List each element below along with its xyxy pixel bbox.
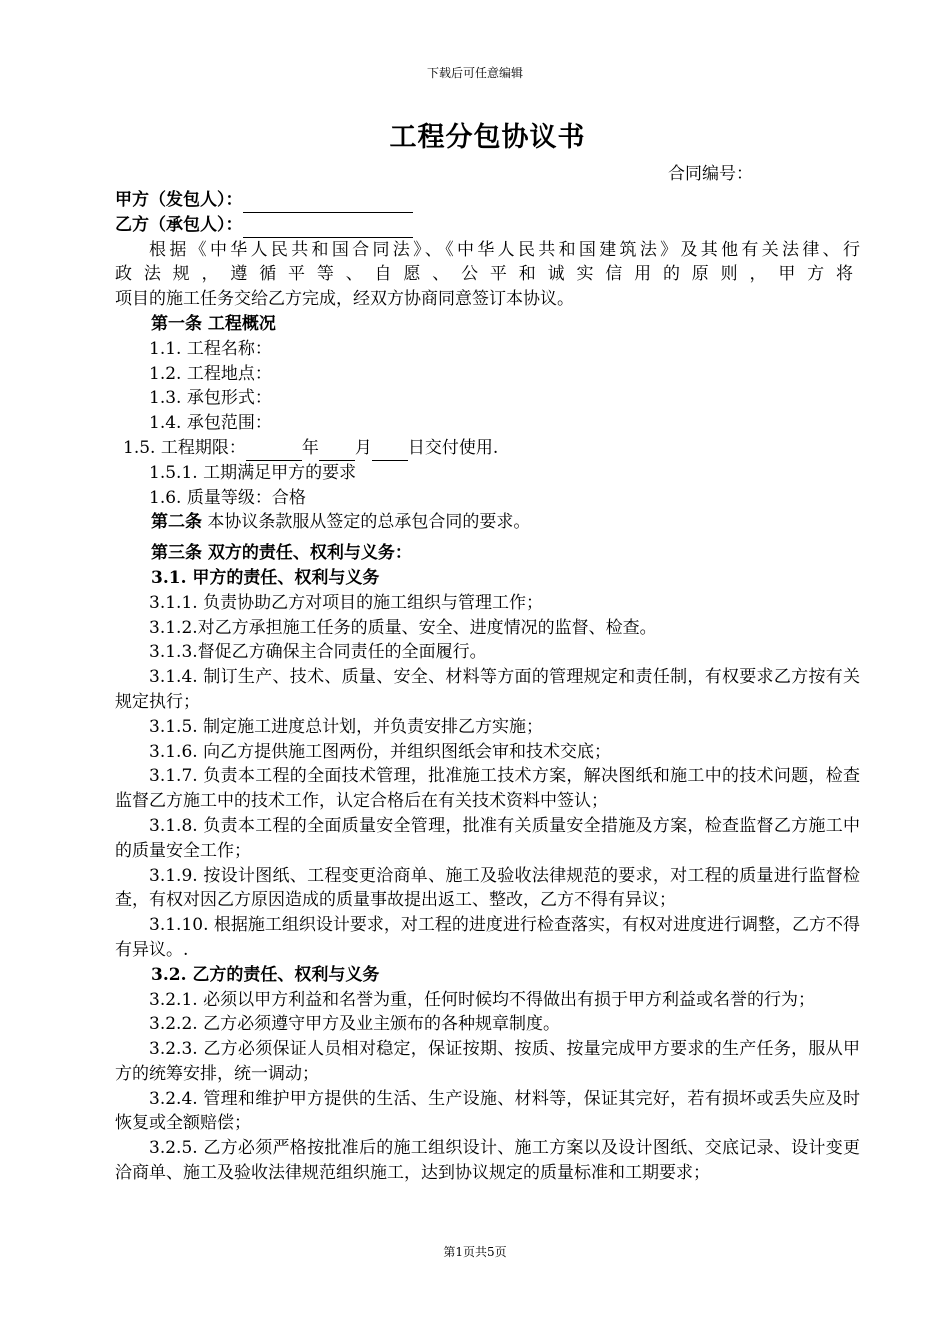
period-year-blank[interactable]: [246, 442, 302, 461]
article-1-item-3: 1.3. 承包形式：: [149, 388, 272, 409]
item-3-1-6: 3.1.6. 向乙方提供施工图两份，并组织图纸会审和技术交底；: [149, 741, 612, 762]
item-3-1-3: 3.1.3.督促乙方确保主合同责任的全面履行。: [149, 642, 487, 663]
item-3-1-4: 3.1.4. 制订生产、技术、质量、安全、材料等方面的管理规定和责任制，有权要求乙方按有关规定执行；: [115, 667, 860, 712]
item-3-1-10: 3.1.10. 根据施工组织设计要求，对工程的进度进行检查落实，有权对进度进行调整，乙方不得有异议。.: [115, 915, 860, 960]
intro-line-3: 项目的施工任务交给乙方完成，经双方协商同意签订本协议。: [115, 289, 574, 310]
intro-line-2: 政法规，遵循平等、自愿、公平和诚实信用的原则，甲方将: [115, 264, 860, 285]
party-b-row: [115, 213, 860, 238]
party-b-label: 乙方（承包人）：: [115, 214, 243, 235]
period-month-blank[interactable]: [319, 442, 355, 461]
article-1-item-1-5-1: 1.5.1. 工期满足甲方的要求: [149, 462, 357, 483]
item-3-2-5: 3.2.5. 乙方必须严格按批准后的施工组织设计、施工方案以及设计图纸、交底记录、设计变更洽商单、施工及验收法律规范组织施工，达到协议规定的质量标准和工期要求；: [115, 1138, 860, 1184]
item-3-1-9: 3.1.9. 按设计图纸、工程变更洽商单、施工及验收法律规范的要求，对工程的质量进行监督检查，有权对因乙方原因造成的质量事故提出返工、整改，乙方不得有异议；: [115, 865, 860, 911]
item-3-1-1: 3.1.1. 负责协助乙方对项目的施工组织与管理工作；: [149, 592, 544, 613]
article-1-item-1: 1.1. 工程名称：: [149, 338, 272, 359]
item-3-2-3: 3.2.3. 乙方必须保证人员相对稳定，保证按期、按质、按量完成甲方要求的生产任务，服从甲方的统筹安排，统一调动；: [115, 1039, 860, 1084]
item-3-1-7: 3.1.7. 负责本工程的全面技术管理，批准施工技术方案，解决图纸和施工中的技术问题，检查监督乙方施工中的技术工作，认定合格后在有关技术资料中签认；: [115, 766, 860, 812]
article-2-text: 本协议条款服从签定的总承包合同的要求。: [202, 512, 531, 533]
period-year-label: 年: [301, 437, 319, 458]
article-1-item-2: 1.2. 工程地点：: [149, 363, 272, 384]
intro-line-1: 根据《中华人民共和国合同法》、《中华人民共和国建筑法》及其他有关法律、行: [149, 239, 860, 260]
party-a-label: 甲方（发包人）：: [115, 190, 243, 210]
item-3-2-1: 3.2.1. 必须以甲方利益和名誉为重，任何时候均不得做出有损于甲方利益或名誉的行为；: [149, 989, 816, 1010]
item-3-1-8: 3.1.8. 负责本工程的全面质量安全管理，批准有关质量安全措施及方案，检查监督乙方施工中的质量安全工作；: [115, 815, 860, 861]
party-a-blank[interactable]: [243, 194, 413, 213]
period-prefix: 1.5. 工程期限：: [123, 437, 246, 458]
document-title: 工程分包协议书: [389, 122, 586, 153]
article-1-quality: 1.6. 质量等级：合格: [149, 487, 306, 508]
article-2-heading: 第二条: [151, 512, 202, 533]
article-1-item-4: 1.4. 承包范围：: [149, 413, 272, 434]
item-3-2-4: 3.2.4. 管理和维护甲方提供的生活、生产设施、材料等，保证其完好，若有损坏或丢失应及时恢复或全额赔偿；: [115, 1088, 860, 1134]
item-3-1-2: 3.1.2.对乙方承担施工任务的质量、安全、进度情况的监督、检查。: [149, 617, 657, 638]
period-month-label: 月: [354, 437, 372, 458]
article-1-heading: 第一条 工程概况: [151, 313, 276, 334]
article-3-heading: 第三条 双方的责任、权利与义务：: [151, 543, 412, 564]
party-a-row: [115, 188, 860, 213]
article-1-period-row: [115, 436, 860, 461]
contract-number-label: 合同编号：: [668, 164, 753, 184]
page-footer: 第1页共5页: [443, 1245, 507, 1259]
period-day-blank[interactable]: [372, 442, 408, 461]
item-3-1-5: 3.1.5. 制定施工进度总计划，并负责安排乙方实施；: [149, 716, 544, 737]
item-3-2-2: 3.2.2. 乙方必须遵守甲方及业主颁布的各种规章制度。: [149, 1014, 561, 1035]
section-3-1-heading: 3.1. 甲方的责任、权利与义务: [151, 567, 380, 588]
article-2-row: [115, 510, 860, 535]
party-b-blank[interactable]: [243, 219, 413, 238]
period-suffix: 日交付使用.: [407, 437, 499, 458]
document-body: [115, 188, 860, 1186]
section-3-2-heading: 3.2. 乙方的责任、权利与义务: [151, 964, 380, 985]
page-header-note: 下载后可任意编辑: [426, 66, 523, 80]
